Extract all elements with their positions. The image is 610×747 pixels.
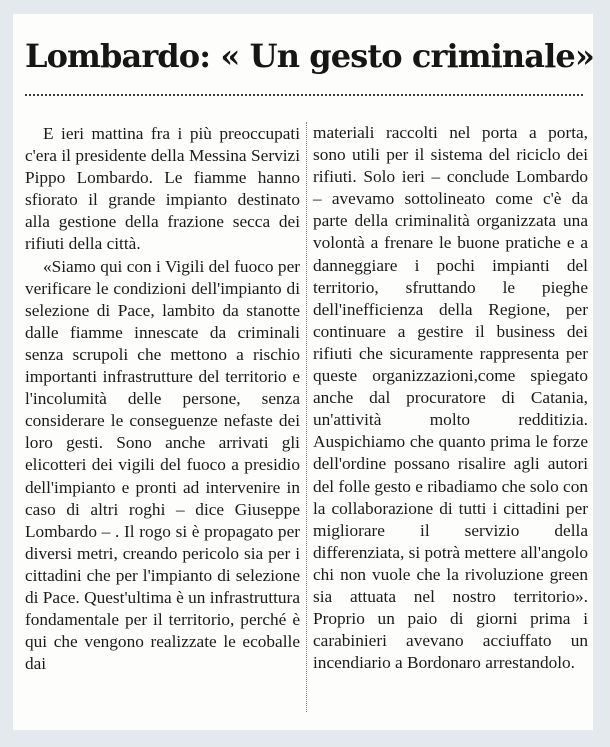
paragraph-quote-end: materiali raccolti nel porta a porta, sono utili per il sistema del riciclo dei rifiuti. Solo ieri – conclude Lombardo – avevamo sottolineato come c'è da parte della criminalità organizzata una volontà a frenare le buone pratiche e a danneggiare i pochi impianti del territorio, sfruttando le pieghe dell'inefficienza della Regione, per continuare a gestire il business dei rifiuti che sicuramente rappresenta per queste organizzazioni,come spiegato anche dal procuratore di Catania, un'attività molto redditizia. Auspichiamo che quanto prima le forze dell'ordine possano risalire agli autori del folle gesto e ribadiamo che solo con la collaborazione di tutti i cittadini per migliorare il servizio della differenziata, si potrà mettere all'angolo chi non vuole che la rivoluzione green sia attuata nel nostro territorio». Proprio un paio di giorni prima i carabinieri avevano acciuffato un incendiario a Bordonaro arrestandolo.: [313, 123, 588, 673]
column-divider: [306, 122, 307, 712]
paragraph-quote-start: «Siamo qui con i Vigili del fuoco per verificare le condizioni dell'impianto di selezione di Pace, lambito da stanotte dalle fiamme innescate da criminali senza scrupoli che mettono a rischio importanti infrastrutture del territorio e l'incolumità delle persone, senza considerare le conseguenze nefaste dei loro gesti. Sono anche arrivati gli elicotteri dei vigili del fuoco a presidio dell'impianto e pronti ad intervenire in caso di altri roghi – dice Giuseppe Lombardo – . Il rogo si è propagato per diversi metri, creando pericolo sia per i cittadini che per l'impianto di selezione di Pace. Quest'ultima è un infrastruttura fondamentale per il territorio, perché è qui che vengono realizzate le ecoballe dai: [25, 256, 300, 674]
article-column-right: [313, 122, 588, 674]
article-headline: Lombardo: « Un gesto criminale»: [25, 37, 594, 75]
article-column-left: [25, 123, 300, 675]
dotted-rule: [25, 94, 583, 96]
paragraph-intro: E ieri mattina fra i più preoccupati c'era il presidente della Messina Servizi Pippo Lombardo. Le fiamme hanno sfiorato il grande impianto destinato alla gestione della frazione secca dei rifiuti della città.: [25, 124, 300, 254]
article-panel: [13, 14, 593, 730]
